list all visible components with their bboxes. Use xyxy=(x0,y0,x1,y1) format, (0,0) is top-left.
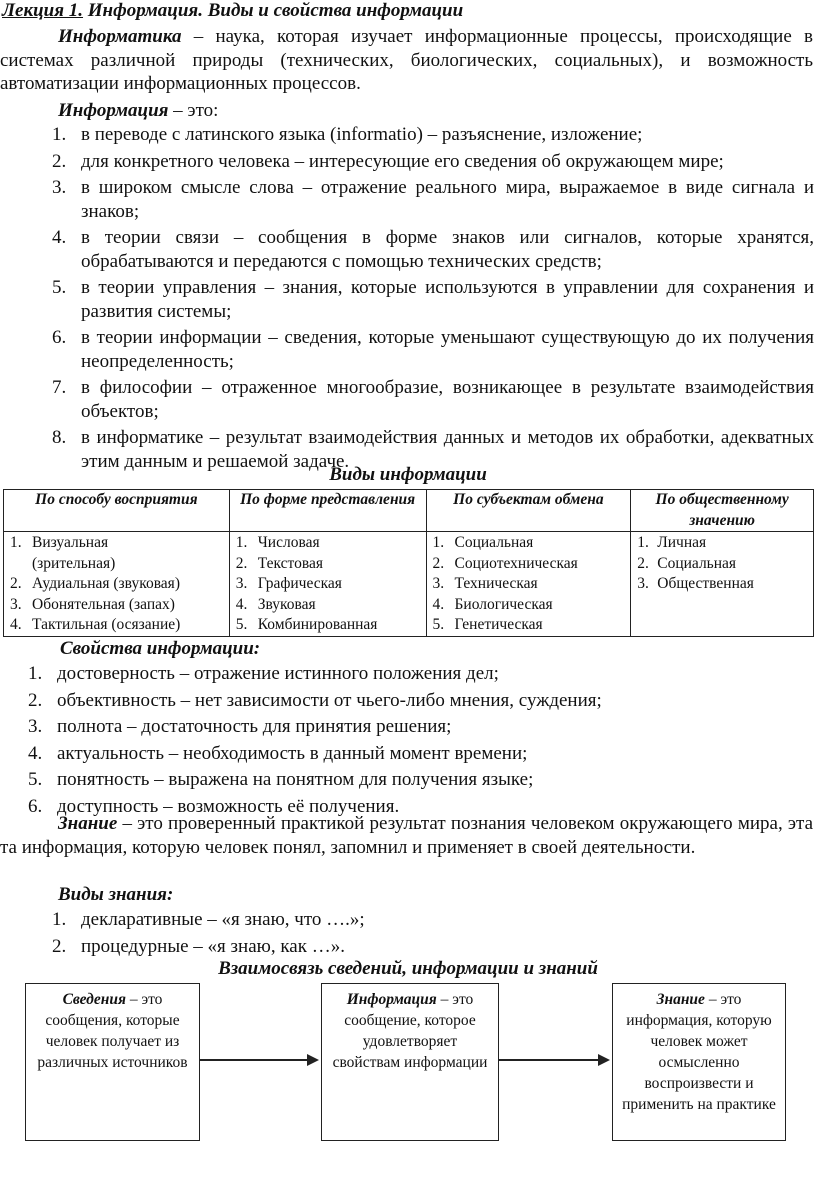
knowledge-types-list xyxy=(52,908,814,961)
list-item xyxy=(10,574,225,595)
item-number: 1. xyxy=(432,534,445,551)
item-text: Тактильная (осязание) xyxy=(32,616,181,633)
list-item xyxy=(433,574,627,595)
information-definitions-list xyxy=(52,123,814,476)
box-text: – это сообщение, которое удовлетворяет свойствам информации xyxy=(332,991,488,1071)
box-term: Информация xyxy=(346,991,437,1008)
item-text: достоверность – отражение истинного положения дел; xyxy=(57,663,499,684)
item-number: 4. xyxy=(52,227,67,248)
item-number: 4. xyxy=(432,595,445,613)
table-cell xyxy=(4,532,230,637)
information-intro xyxy=(0,99,813,123)
page-title xyxy=(2,0,463,22)
item-number: 8. xyxy=(52,427,67,448)
list-item xyxy=(52,908,814,932)
item-text: декларативные – «я знаю, что ….»; xyxy=(81,909,365,930)
item-number: 5. xyxy=(28,769,43,790)
item-number: 4. xyxy=(10,616,22,633)
box-term: Знание xyxy=(656,991,705,1008)
item-number: 1. xyxy=(28,663,43,684)
item-number: 6. xyxy=(28,795,43,817)
item-text: в информатике – результат взаимодействия данных и методов их обработки, адекватных этим данным и решаемой задаче. xyxy=(81,427,814,472)
item-text: Генетическая xyxy=(454,616,543,633)
diagram-box-svedeniya xyxy=(25,983,200,1141)
box-text: – это информация, которую человек может осмысленно воспроизвести и применить на практике xyxy=(622,991,776,1113)
list-item xyxy=(52,123,814,147)
item-number: 1. xyxy=(52,124,67,145)
item-text: Графическая xyxy=(257,575,342,592)
item-number: 2. xyxy=(52,935,67,957)
diagram-box-znanie xyxy=(612,983,786,1141)
item-number: 2. xyxy=(637,554,649,572)
item-number: 3. xyxy=(432,575,445,592)
lecture-number: Лекция 1. xyxy=(2,0,84,21)
item-number: 4. xyxy=(235,595,248,613)
list-item xyxy=(433,554,627,575)
item-text: Социальная xyxy=(454,534,534,551)
knowledge-types-heading: Виды знания: xyxy=(58,884,174,905)
item-number: 1. xyxy=(235,534,248,551)
table-cell xyxy=(229,532,426,637)
item-text: в теории управления – знания, которые используются в управлении для сохранения и развития системы; xyxy=(81,277,814,322)
knowledge-definition xyxy=(0,812,813,859)
informatics-definition xyxy=(0,25,813,96)
item-number: 5. xyxy=(235,616,248,633)
table-cell xyxy=(631,532,814,637)
item-number: 6. xyxy=(52,327,67,348)
item-text: актуальность – необходимость в данный момент времени; xyxy=(57,742,528,764)
item-number: 1. xyxy=(10,534,22,551)
item-text: процедурные – «я знаю, как …». xyxy=(81,935,345,957)
item-text: в теории информации – сведения, которые уменьшают существующую до их получения неопределенность; xyxy=(81,327,814,372)
list-item xyxy=(10,615,225,636)
list-item xyxy=(637,554,809,575)
arrow-right-icon xyxy=(598,1054,610,1066)
item-number: 2. xyxy=(432,554,445,572)
item-number: 2. xyxy=(28,689,43,711)
table-header-row xyxy=(4,490,814,532)
item-text: Общественная xyxy=(657,575,754,592)
information-types-table xyxy=(3,489,814,637)
item-text: полнота – достаточность для принятия решения; xyxy=(57,716,452,737)
item-text: Комбинированная xyxy=(257,616,378,633)
list-item xyxy=(433,533,627,554)
box-text: – это сообщения, которые человек получает из различных источников xyxy=(37,991,188,1071)
item-number: 2. xyxy=(235,554,248,572)
list-item xyxy=(28,715,814,739)
item-number: 5. xyxy=(432,616,445,633)
item-number: 5. xyxy=(52,277,67,298)
item-number: 7. xyxy=(52,377,67,398)
knowledge-term: Знание xyxy=(58,813,118,834)
table-row xyxy=(4,532,814,637)
information-term: Информация xyxy=(58,100,169,121)
list-item xyxy=(236,554,422,575)
item-text: Техническая xyxy=(454,575,538,592)
item-text: Звуковая xyxy=(257,595,316,613)
item-number: 3. xyxy=(52,177,67,198)
list-item xyxy=(28,768,814,792)
list-item xyxy=(10,595,225,616)
list-item xyxy=(10,533,225,574)
column-header: По субъектам обмена xyxy=(426,490,631,532)
list-item xyxy=(52,376,814,423)
informatics-text: – наука, которая изучает информационные процессы, происходящие в системах различной природы (технических, биологических, социальных), и возможность автоматизации информационных процессов. xyxy=(0,26,813,94)
item-number: 3. xyxy=(10,595,22,613)
types-heading: Виды информации xyxy=(329,464,487,485)
item-text: Социальная xyxy=(657,554,737,572)
list-item xyxy=(52,326,814,373)
column-header: По способу восприятия xyxy=(4,490,230,532)
arrow-line xyxy=(499,1059,599,1061)
list-item xyxy=(236,533,422,554)
knowledge-text: – это проверенный практикой результат познания человеком окружающего мира, эта та информация, которую человек понял, запомнил и применяет в своей деятельности. xyxy=(0,813,813,858)
column-header: По форме представления xyxy=(229,490,426,532)
item-text: Личная xyxy=(657,534,707,551)
list-item xyxy=(52,150,814,174)
arrow-right-icon xyxy=(307,1054,319,1066)
list-item xyxy=(28,689,814,713)
list-item xyxy=(236,595,422,616)
item-text: Социотехническая xyxy=(454,554,578,572)
list-item xyxy=(236,574,422,595)
box-term: Сведения xyxy=(62,991,126,1008)
list-item xyxy=(52,176,814,223)
list-item xyxy=(28,662,814,686)
item-text: для конкретного человека – интересующие его сведения об окружающем мире; xyxy=(81,150,724,172)
item-number: 3. xyxy=(637,575,649,592)
properties-list xyxy=(28,662,814,821)
list-item xyxy=(433,615,627,636)
item-number: 3. xyxy=(28,716,43,737)
diagram-heading: Взаимосвязь сведений, информации и знаний xyxy=(218,958,598,979)
item-text: в широком смысле слова – отражение реального мира, выражаемое в виде сигнала и знаков; xyxy=(81,177,814,222)
list-item xyxy=(433,595,627,616)
list-item xyxy=(28,742,814,766)
arrow-line xyxy=(200,1059,308,1061)
item-number: 2. xyxy=(52,150,67,172)
column-header: По общественному значению xyxy=(631,490,814,532)
informatics-term: Информатика xyxy=(58,26,182,47)
list-item xyxy=(637,533,809,554)
item-text: объективность – нет зависимости от чьего-либо мнения, суждения; xyxy=(57,689,602,711)
diagram-box-informatsiya xyxy=(321,983,499,1141)
item-text: Обонятельная (запах) xyxy=(32,595,175,613)
item-text: доступность – возможность её получения. xyxy=(57,795,400,817)
list-item xyxy=(637,574,809,595)
list-item xyxy=(236,615,422,636)
item-text: в переводе с латинского языка (informatio) – разъяснение, изложение; xyxy=(81,124,643,145)
item-text: понятность – выражена на понятном для получения языке; xyxy=(57,769,534,790)
item-number: 3. xyxy=(235,575,248,592)
item-text: в философии – отраженное многообразие, возникающее в результате взаимодействия объектов; xyxy=(81,377,814,422)
item-text: Числовая xyxy=(257,534,320,551)
item-text: Биологическая xyxy=(454,595,553,613)
item-text: Аудиальная (звуковая) xyxy=(32,575,180,592)
item-number: 1. xyxy=(52,909,67,930)
table-cell xyxy=(426,532,631,637)
item-text: в теории связи – сообщения в форме знаков или сигналов, которые хранятся, обрабатываются и передаются с помощью технических средств; xyxy=(81,227,814,272)
title-text: Информация. Виды и свойства информации xyxy=(83,0,464,21)
list-item xyxy=(52,935,814,959)
item-text: Визуальная (зрительная) xyxy=(32,534,116,572)
properties-heading: Свойства информации: xyxy=(60,638,261,659)
list-item xyxy=(52,276,814,323)
item-number: 4. xyxy=(28,742,43,764)
item-text: Текстовая xyxy=(257,554,323,572)
list-item xyxy=(52,226,814,273)
item-number: 2. xyxy=(10,575,22,592)
information-intro-text: – это: xyxy=(168,100,219,121)
item-number: 1. xyxy=(637,534,649,551)
